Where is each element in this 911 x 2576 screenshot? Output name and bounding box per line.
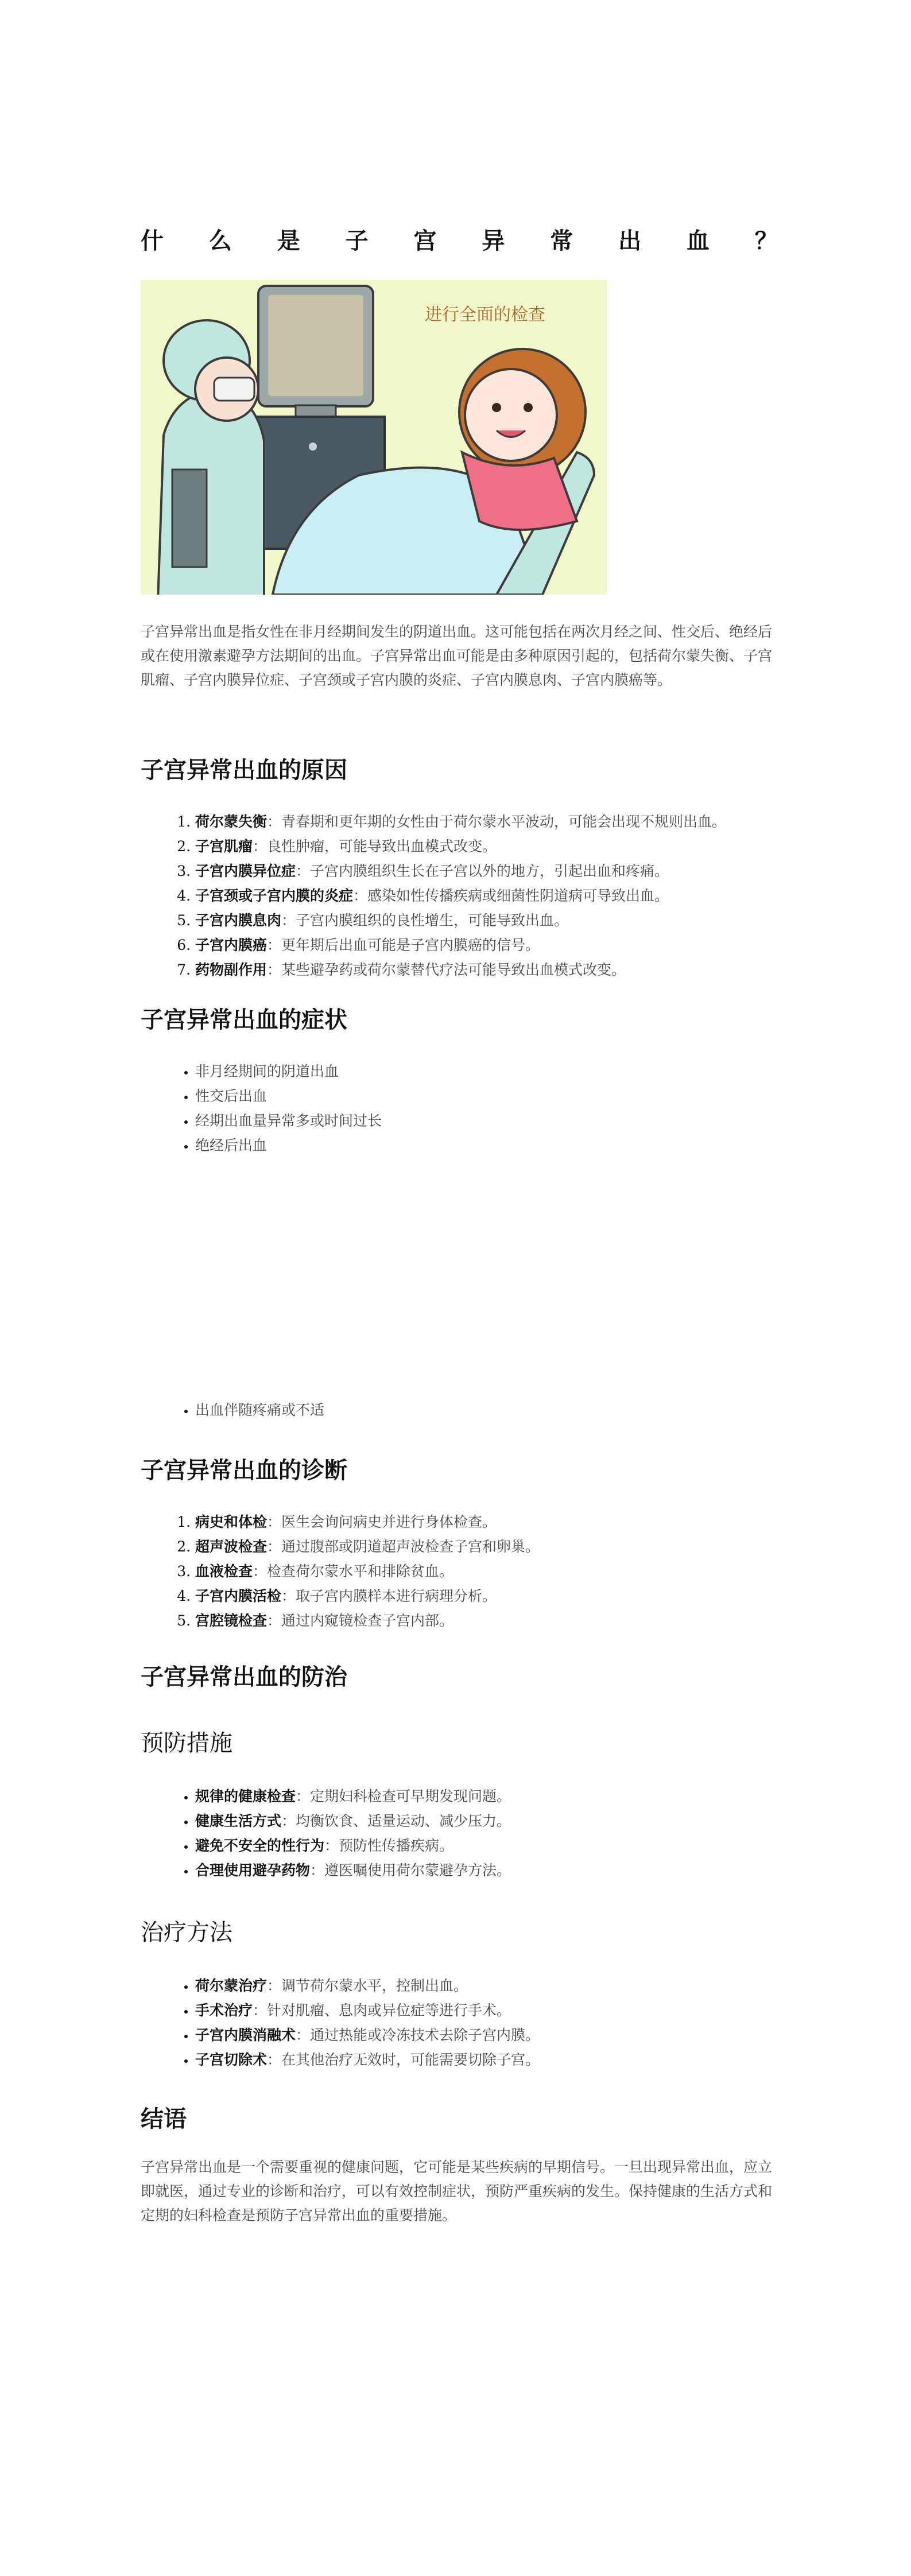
symptoms-list-continued — [141, 1398, 827, 1422]
prevention-list — [141, 1784, 827, 1883]
list-item: • 子宫切除术：在其他治疗无效时，可能需要切除子宫。 — [195, 2047, 827, 2072]
list-item: • 健康生活方式：均衡饮食、适量运动、减少压力。 — [195, 1809, 827, 1833]
monitor-screen — [268, 295, 363, 396]
title-char: 子 — [345, 228, 369, 254]
list-item: • 经期出血量异常多或时间过长 — [195, 1108, 827, 1133]
illustration-caption: 进行全面的检查 — [425, 305, 545, 325]
title-char: 出 — [618, 228, 642, 254]
list-item: • 合理使用避孕药物：遵医嘱使用荷尔蒙避孕方法。 — [195, 1858, 827, 1883]
patient-eye — [524, 403, 533, 412]
cabinet-knob — [309, 443, 317, 451]
list-item: 7. 药物副作用：某些避孕药或荷尔蒙替代疗法可能导致出血模式改变。 — [195, 957, 827, 982]
title-char: 宫 — [413, 228, 437, 254]
patient-eye — [492, 403, 501, 412]
causes-heading: 子宫异常出血的原因 — [141, 757, 347, 783]
list-item: • 绝经后出血 — [195, 1133, 827, 1158]
doctor-patient-illustration — [141, 280, 607, 595]
list-item: • 规律的健康检查：定期妇科检查可早期发现问题。 — [195, 1784, 827, 1809]
list-item: 4. 子宫颈或子宫内膜的炎症：感染如性传播疾病或细菌性阴道病可导致出血。 — [195, 883, 827, 908]
diagnosis-list — [141, 1510, 827, 1633]
conclusion-heading: 结语 — [141, 2106, 187, 2132]
treatment-list — [141, 1973, 827, 2072]
list-item: 3. 血液检查：检查荷尔蒙水平和排除贫血。 — [195, 1559, 827, 1584]
list-item: • 非月经期间的阴道出血 — [195, 1059, 827, 1084]
doctor-mask — [214, 378, 254, 401]
causes-list — [141, 809, 827, 982]
title-char: 是 — [277, 228, 300, 254]
intro-paragraph: 子宫异常出血是指女性在非月经期间发生的阴道出血。这可能包括在两次月经之间、性交后、绝经后或在使用激素避孕方法期间的出血。子宫异常出血可能是由多种原因引起的，包括荷尔蒙失衡、子宫肌瘤、子宫内膜异位症、子宫颈或子宫内膜的炎症、子宫内膜息肉、子宫内膜癌等。 — [141, 623, 773, 688]
list-item: • 子宫内膜消融术：通过热能或冷冻技术去除子宫内膜。 — [195, 2023, 827, 2047]
diagnosis-heading: 子宫异常出血的诊断 — [141, 1457, 347, 1484]
title-char: 血 — [687, 228, 710, 254]
symptoms-heading: 子宫异常出血的症状 — [141, 1007, 347, 1033]
title-char: 什 — [141, 228, 164, 254]
treatment-heading: 治疗方法 — [141, 1919, 232, 1946]
prevention-treatment-heading: 子宫异常出血的防治 — [141, 1664, 347, 1690]
list-item: • 出血伴随疼痛或不适 — [195, 1398, 827, 1422]
list-item: • 手术治疗：针对肌瘤、息肉或异位症等进行手术。 — [195, 1998, 827, 2023]
list-item: 2. 子宫肌瘤：良性肿瘤，可能导致出血模式改变。 — [195, 834, 827, 859]
list-item: 1. 荷尔蒙失衡：青春期和更年期的女性由于荷尔蒙水平波动，可能会出现不规则出血。 — [195, 809, 827, 834]
prevention-heading: 预防措施 — [141, 1730, 232, 1756]
hero-illustration — [141, 280, 607, 595]
title-char: ？ — [754, 228, 778, 254]
list-item: 3. 子宫内膜异位症：子宫内膜组织生长在子宫以外的地方，引起出血和疼痛。 — [195, 859, 827, 883]
conclusion-paragraph: 子宫异常出血是一个需要重视的健康问题，它可能是某些疾病的早期信号。一旦出现异常出血，应立即就医，通过专业的诊断和治疗，可以有效控制症状，预防严重疾病的发生。保持健康的生活方式和定期的妇科检查是预防子宫异常出血的重要措施。 — [141, 2159, 773, 2224]
list-item: 5. 宫腔镜检查：通过内窥镜检查子宫内部。 — [195, 1608, 827, 1633]
title-char: 么 — [208, 228, 232, 254]
doctor-clipboard — [172, 470, 207, 567]
list-item: • 性交后出血 — [195, 1084, 827, 1108]
list-item: 4. 子宫内膜活检：取子宫内膜样本进行病理分析。 — [195, 1584, 827, 1608]
list-item: 5. 子宫内膜息肉：子宫内膜组织的良性增生，可能导致出血。 — [195, 908, 827, 933]
list-item: • 荷尔蒙治疗：调节荷尔蒙水平，控制出血。 — [195, 1973, 827, 1998]
page-title — [141, 223, 778, 255]
title-char: 异 — [482, 228, 505, 254]
list-item: 1. 病史和体检：医生会询问病史并进行身体检查。 — [195, 1510, 827, 1534]
symptoms-list — [141, 1059, 827, 1158]
title-char: 常 — [550, 228, 573, 254]
list-item: 2. 超声波检查：通过腹部或阴道超声波检查子宫和卵巢。 — [195, 1534, 827, 1559]
list-item: 6. 子宫内膜癌：更年期后出血可能是子宫内膜癌的信号。 — [195, 933, 827, 957]
list-item: • 避免不安全的性行为：预防性传播疾病。 — [195, 1833, 827, 1858]
patient-face — [465, 369, 557, 461]
